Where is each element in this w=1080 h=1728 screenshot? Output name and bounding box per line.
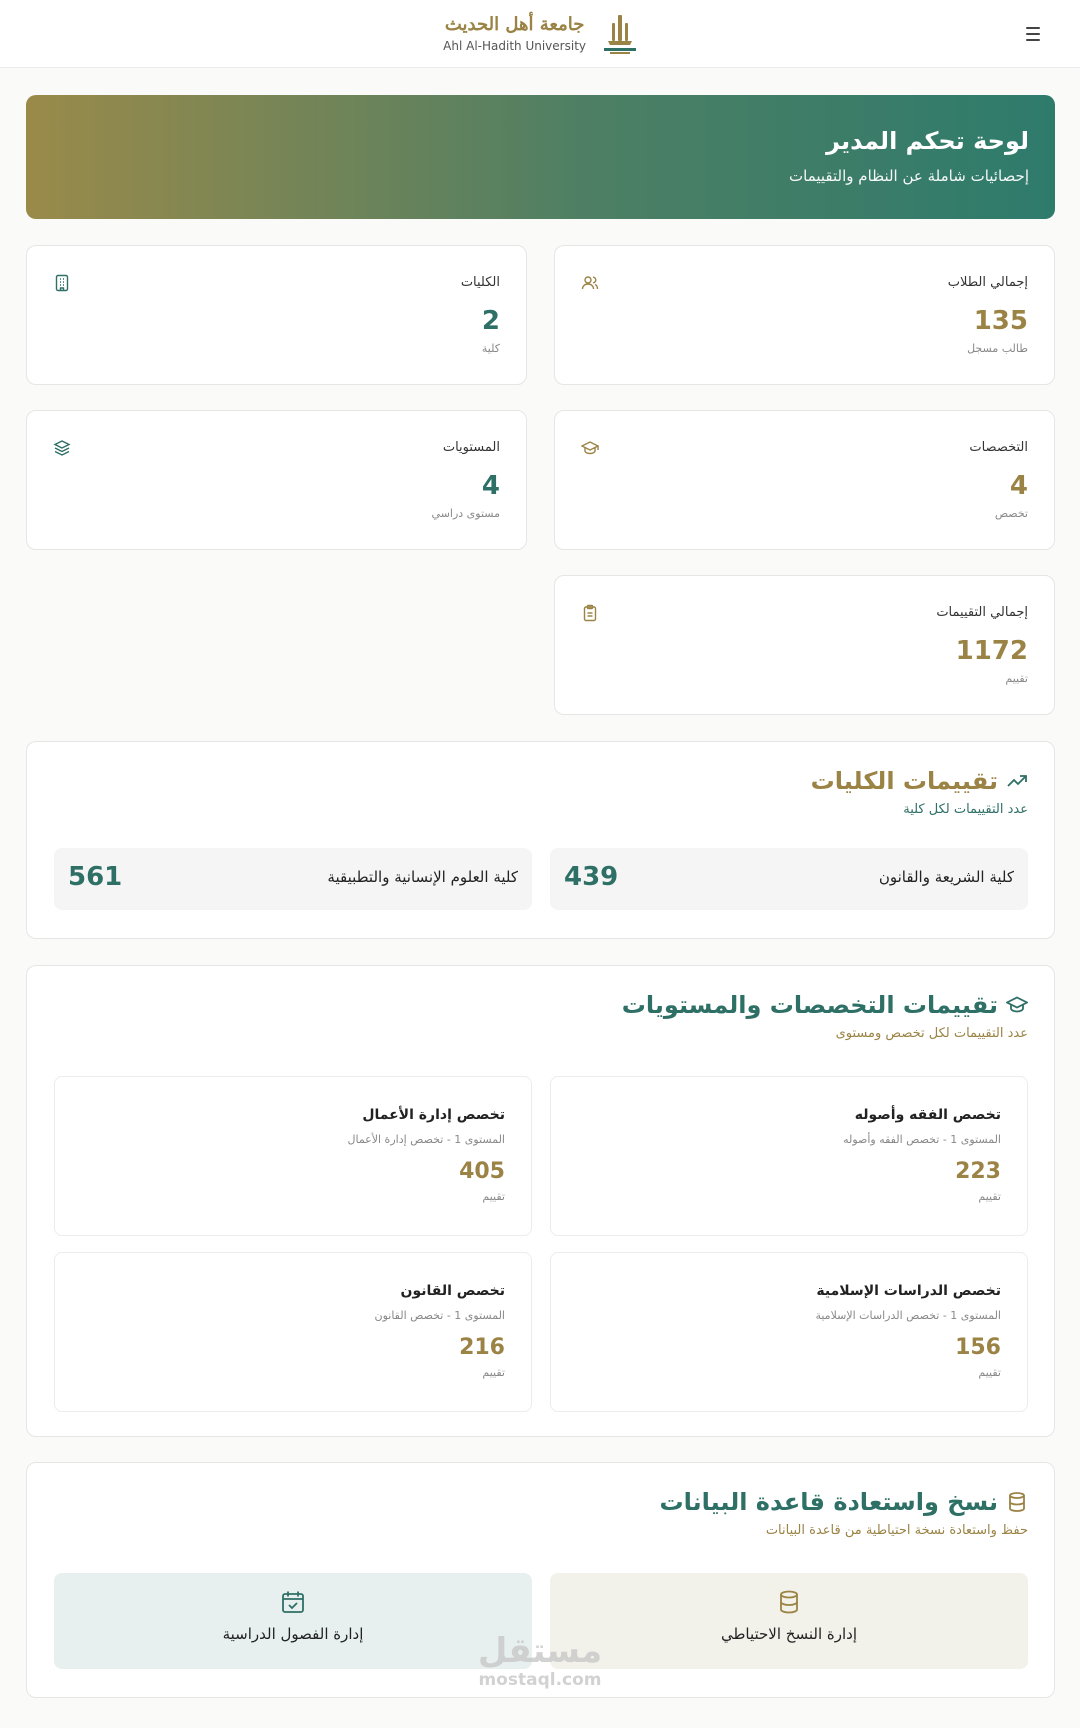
spec-name: تخصص الفقه وأصوله [854,1107,1001,1123]
dashboard-banner [26,95,1055,219]
section-subtitle: حفظ واستعادة نسخة احتياطية من قاعدة البيانات [765,1523,1028,1538]
building-icon [53,274,71,292]
top-header [0,0,1080,68]
spec-name: تخصص الدراسات الإسلامية [816,1283,1001,1299]
spec-count: 223 [955,1159,1001,1184]
spec-level: المستوى 1 - تخصص إدارة الأعمال [347,1133,505,1146]
spec-level: المستوى 1 - تخصص الدراسات الإسلامية [815,1309,1001,1322]
watermark-ar: مستقل [477,1631,603,1671]
stat-label: إجمالي التقييمات [936,605,1028,620]
brand-name-en: Ahl Al-Hadith University [443,39,586,53]
stat-value: 1172 [955,636,1028,666]
stat-card-levels [26,410,527,550]
section-subtitle: عدد التقييمات لكل كلية [903,802,1028,817]
calendar-check-icon [280,1589,306,1615]
spec-ratings-section [26,965,1055,1437]
spec-card [550,1252,1028,1412]
spec-count: 156 [955,1335,1001,1360]
spec-unit: تقييم [482,1190,505,1203]
college-ratings-section [26,741,1055,939]
section-title: تقييمات التخصصات والمستويات [621,991,998,1019]
database-icon [1006,1491,1028,1513]
college-name: كلية الشريعة والقانون [878,868,1014,886]
stat-label: التخصصات [969,440,1028,455]
brand[interactable] [440,8,640,60]
stat-card-students [554,245,1055,385]
stat-label: الكليات [460,275,500,290]
spec-level: المستوى 1 - تخصص القانون [374,1309,505,1322]
college-item [550,848,1028,910]
stat-value: 2 [481,306,500,336]
stat-unit: طالب مسجل [967,342,1028,355]
brand-name-ar: جامعة أهل الحديث [444,14,585,35]
stat-unit: مستوى دراسي [431,507,500,520]
watermark [470,1632,610,1690]
spec-unit: تقييم [978,1190,1001,1203]
manage-backup-button[interactable] [550,1573,1028,1669]
university-logo [600,11,640,57]
spec-name: تخصص إدارة الأعمال [362,1107,505,1123]
section-title: نسخ واستعادة قاعدة البيانات [659,1488,998,1516]
trending-up-icon [1006,770,1028,792]
spec-card [550,1076,1028,1236]
section-subtitle: عدد التقييمات لكل تخصص ومستوى [835,1026,1028,1041]
stat-label: المستويات [442,440,500,455]
button-label: إدارة الفصول الدراسية [222,1625,364,1643]
clipboard-icon [581,604,599,622]
graduation-cap-icon [1006,994,1028,1016]
stat-value: 4 [481,471,500,501]
stat-label: إجمالي الطلاب [947,275,1028,290]
stat-value: 135 [973,306,1028,336]
watermark-en: mostaql.com [478,1670,602,1690]
spec-unit: تقييم [978,1366,1001,1379]
college-item [54,848,532,910]
section-title: تقييمات الكليات [810,767,998,795]
stat-card-colleges [26,245,527,385]
spec-count: 216 [459,1335,505,1360]
layers-icon [53,439,71,457]
stat-value: 4 [1009,471,1028,501]
college-name: كلية العلوم الإنسانية والتطبيقية [327,868,518,886]
college-count: 439 [564,862,619,892]
page-subtitle: إحصائيات شاملة عن النظام والتقييمات [789,167,1029,185]
stat-unit: كلية [481,342,500,355]
college-count: 561 [68,862,123,892]
manage-semesters-button[interactable] [54,1573,532,1669]
spec-count: 405 [459,1159,505,1184]
spec-card [54,1076,532,1236]
stat-card-specializations [554,410,1055,550]
spec-card [54,1252,532,1412]
hamburger-icon[interactable] [1018,22,1048,46]
graduation-cap-icon [581,439,599,457]
spec-unit: تقييم [482,1366,505,1379]
spec-level: المستوى 1 - تخصص الفقه وأصوله [843,1133,1001,1146]
button-label: إدارة النسخ الاحتياطي [720,1625,858,1643]
spec-name: تخصص القانون [400,1283,505,1299]
stat-unit: تخصص [994,507,1028,520]
stat-card-evaluations [554,575,1055,715]
users-icon [581,274,599,292]
page-title: لوحة تحكم المدير [826,127,1029,155]
stat-unit: تقييم [1005,672,1028,685]
database-icon [776,1589,802,1615]
